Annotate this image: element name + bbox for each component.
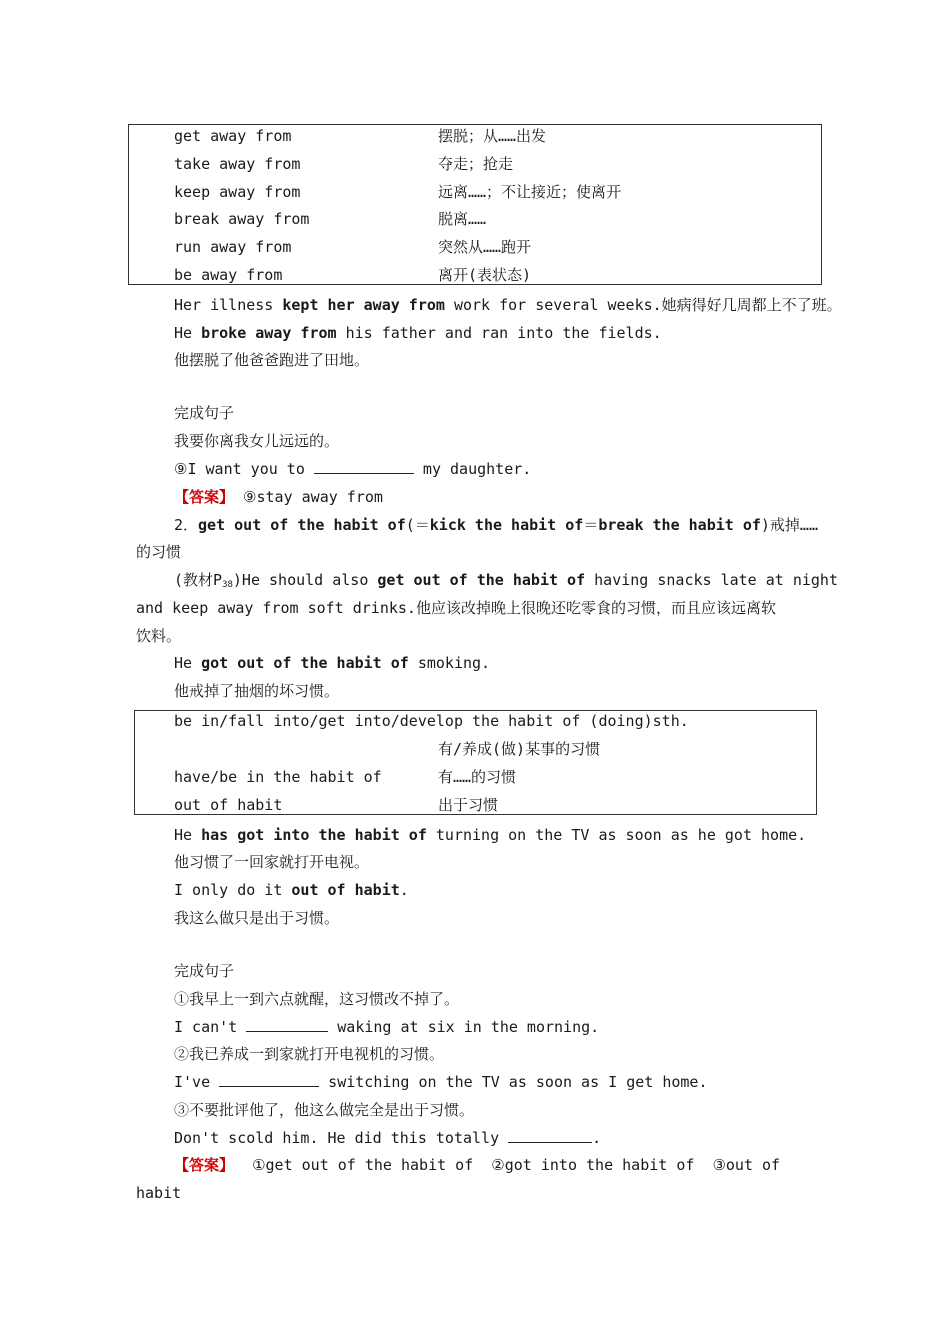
example-sentence-2-cn: 他摆脱了他爸爸跑进了田地。 — [174, 351, 370, 369]
section-title-complete: 完成句子 — [174, 404, 235, 422]
question-9-cn: 我要你离我女儿远远的。 — [174, 432, 340, 450]
section-title-complete-2: 完成句子 — [174, 962, 235, 980]
question-2-cn: ②我已养成一到家就打开电视机的习惯。 — [174, 1045, 445, 1063]
table2-row1-cn: 有/养成(做)某事的习惯 — [438, 740, 601, 758]
example-sentence-2: He broke away from his father and ran into the fields. — [174, 324, 662, 342]
answer-blank[interactable] — [246, 1017, 328, 1032]
table1-phrase: get away from — [174, 127, 292, 145]
item-2-heading-cont: 的习惯 — [136, 543, 182, 561]
example-sentence-5: I only do it out of habit. — [174, 881, 409, 899]
table2-row2-cn: 有……的习惯 — [438, 768, 517, 786]
table2-row3-cn: 出于习惯 — [438, 796, 499, 814]
example-sentence-4: He has got into the habit of turning on the TV as soon as he got home. — [174, 826, 807, 844]
answer-1: 【答案】 ⑨stay away from — [174, 488, 383, 506]
table1-meaning: 摆脱；从……出发 — [438, 127, 547, 145]
answer-blank[interactable] — [508, 1128, 592, 1143]
table1-phrase: take away from — [174, 155, 301, 173]
question-3-cn: ③不要批评他了，他这么做完全是出于习惯。 — [174, 1101, 475, 1119]
table1-phrase: run away from — [174, 238, 292, 256]
textbook-example-line3: 饮料。 — [136, 627, 182, 645]
question-1: I can't waking at six in the morning. — [174, 1018, 600, 1036]
table2-row3: out of habit — [174, 796, 283, 814]
table2-row1: be in/fall into/get into/develop the habit of (doing)sth. — [174, 712, 689, 730]
question-9: ⑨I want you to my daughter. — [174, 460, 532, 478]
answer-label: 【答案】 — [174, 1156, 235, 1174]
example-sentence-3-cn: 他戒掉了抽烟的坏习惯。 — [174, 682, 340, 700]
answer-blank[interactable] — [314, 459, 414, 474]
phrase-table-away — [128, 124, 822, 285]
table1-phrase: keep away from — [174, 183, 301, 201]
table1-meaning: 夺走；抢走 — [438, 155, 514, 173]
example-sentence-4-cn: 他习惯了一回家就打开电视。 — [174, 853, 370, 871]
answer-2: 【答案】 ①get out of the habit of ②got into the habit of ③out of — [174, 1156, 781, 1174]
textbook-example: (教材$P_{38})He$ should also get out of the habit of having snacks late at night — [174, 571, 838, 590]
item-2-heading: 2．get out of the habit of(＝kick the habit of＝break the habit of)戒掉…… — [174, 516, 818, 534]
question-1-cn: ①我早上一到六点就醒，这习惯改不掉了。 — [174, 990, 460, 1008]
table1-meaning: 脱离…… — [438, 210, 487, 228]
answer-blank[interactable] — [219, 1072, 319, 1087]
example-sentence-3: He got out of the habit of smoking. — [174, 654, 491, 672]
table1-meaning: 离开(表状态) — [438, 266, 532, 284]
textbook-example-line2: and keep away from soft drinks.他应该改掉晚上很晚还吃零食的习惯，而且应该远离软 — [136, 599, 776, 617]
question-2: I've switching on the TV as soon as I get home. — [174, 1073, 708, 1091]
table1-meaning: 远离……；不让接近；使离开 — [438, 183, 622, 201]
example-sentence-5-cn: 我这么做只是出于习惯。 — [174, 909, 340, 927]
example-sentence-1: Her illness kept her away from work for several weeks.她病得好几周都上不了班。 — [174, 296, 842, 314]
answer-label: 【答案】 — [174, 488, 235, 506]
table1-phrase: break away from — [174, 210, 310, 228]
question-3: Don't scold him. He did this totally . — [174, 1129, 602, 1147]
table1-meaning: 突然从……跑开 — [438, 238, 532, 256]
table1-phrase: be away from — [174, 266, 283, 284]
answer-2-cont: habit — [136, 1184, 182, 1202]
table2-row2: have/be in the habit of — [174, 768, 382, 786]
